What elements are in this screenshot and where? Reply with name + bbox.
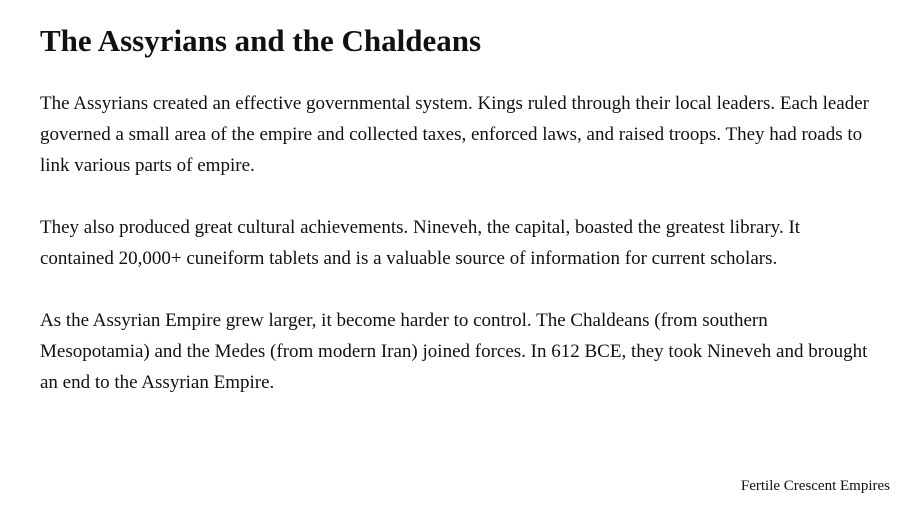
- paragraph-governmental-system: The Assyrians created an effective governmental system. Kings ruled through their local leaders. Each leader governed a small area of the empire and collected taxes, enforced laws, and raised troops. They had roads to link various parts of empire.: [40, 93, 870, 176]
- slide-footer: Fertile Crescent Empires: [740, 478, 890, 494]
- paragraph-empire-end: As the Assyrian Empire grew larger, it become harder to control. The Chaldeans (from southern Mesopotamia) and the Medes (from modern Iran) joined forces. In 612 BCE, they took Nineveh and brought an end to the Assyrian Empire.: [40, 310, 868, 393]
- slide-body: [40, 88, 870, 429]
- slide-title: The Assyrians and the Chaldeans: [40, 23, 482, 58]
- paragraph-cultural-achievements: They also produced great cultural achievements. Nineveh, the capital, boasted the greatest library. It contained 20,000+ cuneiform tablets and is a valuable source of information for current scholars.: [40, 217, 801, 269]
